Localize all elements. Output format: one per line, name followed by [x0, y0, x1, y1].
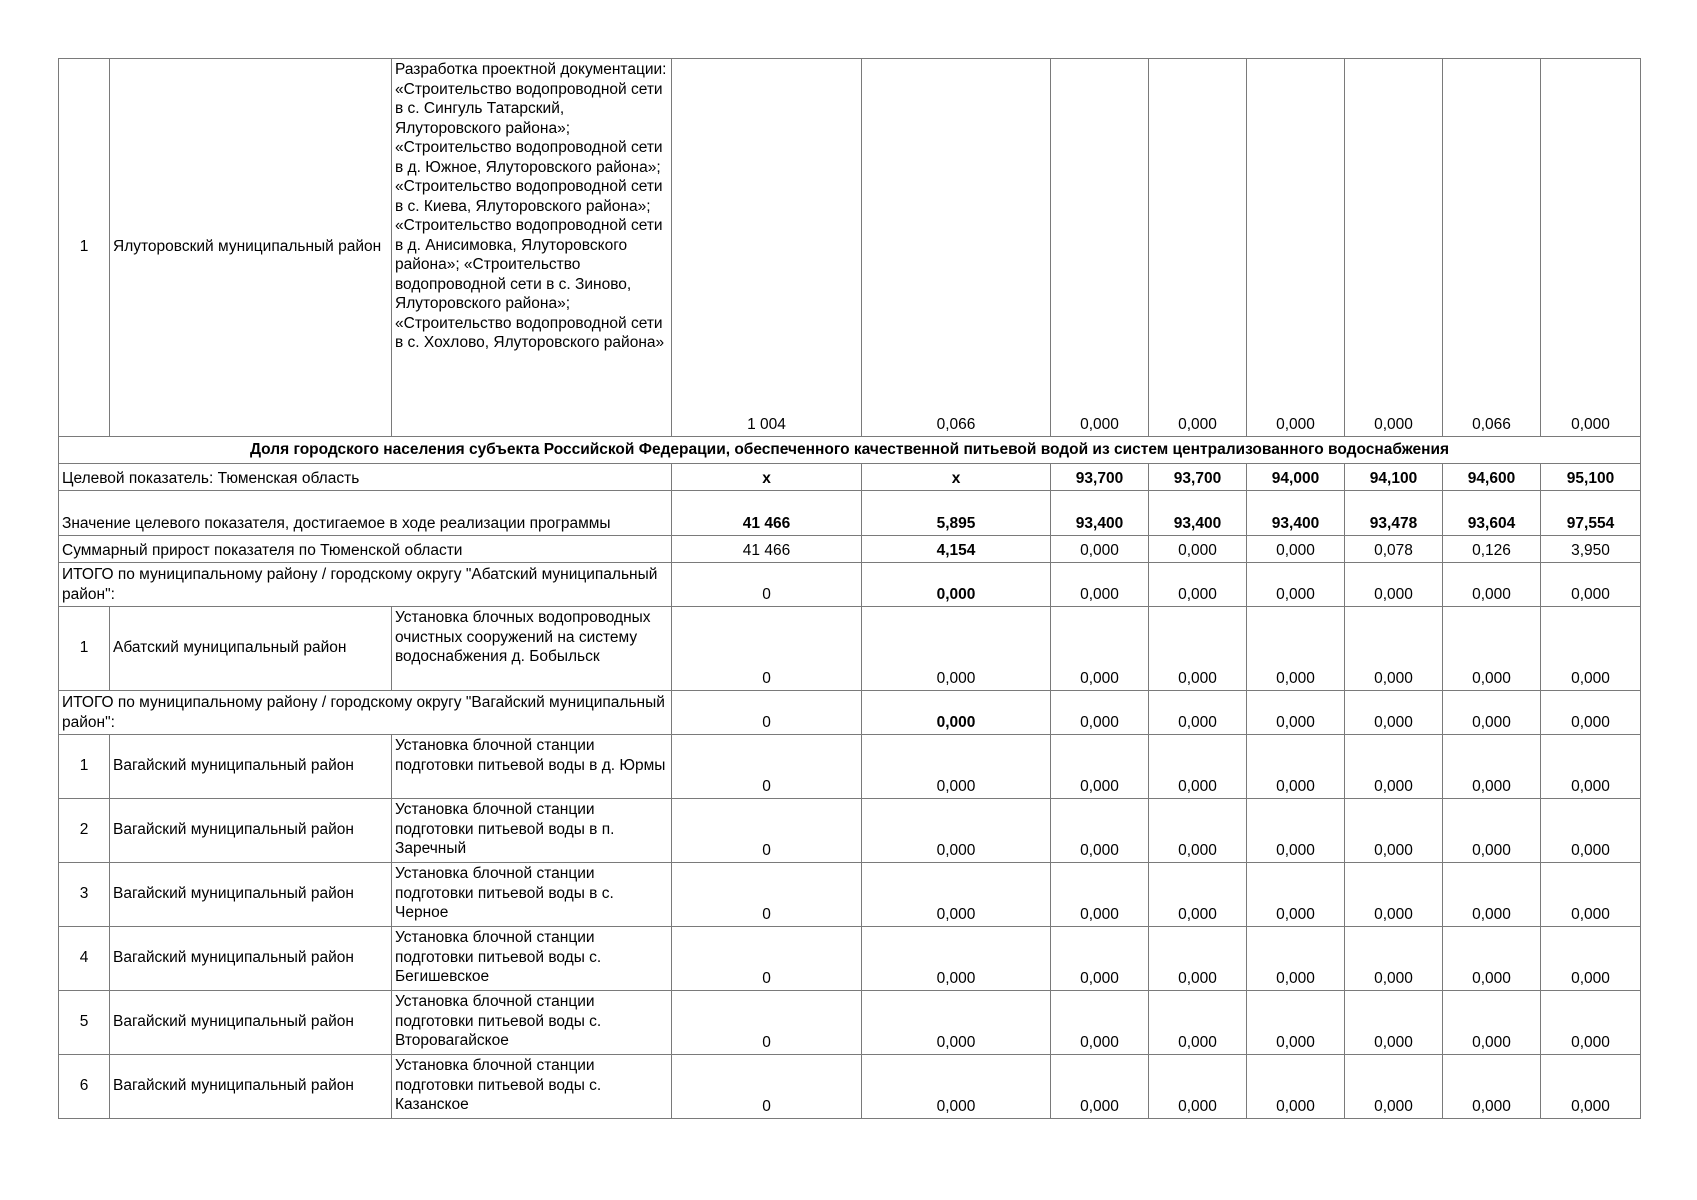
value-cell: 0,000	[1345, 927, 1443, 991]
value-cell: х	[862, 464, 1051, 491]
value-cell: 94,600	[1443, 464, 1541, 491]
value-cell: 0,000	[1443, 927, 1541, 991]
value-cell: 0,000	[862, 691, 1051, 735]
value-cell: 0,000	[862, 863, 1051, 927]
value-cell: 0	[672, 691, 862, 735]
value-cell: 0,000	[1345, 799, 1443, 863]
value-cell: 0,000	[1345, 59, 1443, 437]
value-cell: 0,000	[1345, 607, 1443, 691]
total-row-abatsky	[59, 563, 1641, 607]
total-row-vagaysky	[59, 691, 1641, 735]
value-cell: 0,000	[862, 735, 1051, 799]
value-cell: 0,000	[1541, 1055, 1641, 1119]
value-cell: 0,000	[1051, 991, 1149, 1055]
value-cell: 93,400	[1051, 491, 1149, 536]
target-indicator-label: Целевой показатель: Тюменская область	[59, 464, 672, 491]
municipality-name: Вагайский муниципальный район	[110, 1055, 392, 1119]
row-number: 1	[59, 59, 110, 437]
value-cell: 93,604	[1443, 491, 1541, 536]
value-cell: 0,000	[1247, 691, 1345, 735]
value-cell: 0,000	[1051, 563, 1149, 607]
value-cell: 0,000	[1149, 536, 1247, 563]
value-cell: 0,000	[1149, 799, 1247, 863]
value-cell: 0,000	[862, 799, 1051, 863]
value-cell: 4,154	[862, 536, 1051, 563]
value-cell: 0,000	[1541, 863, 1641, 927]
achieved-value-label: Значение целевого показателя, достигаемое в ходе реализации программы	[59, 491, 672, 536]
value-cell: 41 466	[672, 536, 862, 563]
row-number: 2	[59, 799, 110, 863]
project-description: Разработка проектной документации: «Строительство водопроводной сети в с. Сингуль Татарский, Ялуторовского района»; «Строительство водопроводной сети в д. Южное, Ялуторовского района»; «Строительство водопроводной сети в с. Киева, Ялуторовского района»; «Строительство водопроводной сети в д. Анисимовка, Ялуторовского района»; «Строительство водопроводной сети в с. Зиново, Ялуторовского района»; «Строительство водопроводной сети в с. Хохлово, Ялуторовского района»	[392, 59, 672, 437]
value-cell: 0,000	[1051, 1055, 1149, 1119]
table-row	[59, 991, 1641, 1055]
row-number: 3	[59, 863, 110, 927]
municipality-name: Абатский муниципальный район	[110, 607, 392, 691]
table-row	[59, 607, 1641, 691]
value-cell: 0,000	[1345, 863, 1443, 927]
municipality-name: Вагайский муниципальный район	[110, 927, 392, 991]
value-cell: 1 004	[672, 59, 862, 437]
value-cell: 0,000	[1149, 735, 1247, 799]
value-cell: 0,000	[1541, 607, 1641, 691]
value-cell: 0,000	[1247, 607, 1345, 691]
value-cell: 0,000	[1345, 991, 1443, 1055]
value-cell: 0,000	[1051, 863, 1149, 927]
row-number: 6	[59, 1055, 110, 1119]
value-cell: 0	[672, 1055, 862, 1119]
value-cell: 0	[672, 799, 862, 863]
achieved-value-row	[59, 491, 1641, 536]
value-cell: 0,000	[1149, 691, 1247, 735]
row-number: 5	[59, 991, 110, 1055]
project-description: Установка блочной станции подготовки питьевой воды в д. Юрмы	[392, 735, 672, 799]
value-cell: 0,000	[1247, 863, 1345, 927]
project-description: Установка блочной станции подготовки питьевой воды с. Казанское	[392, 1055, 672, 1119]
value-cell: 0,000	[1247, 927, 1345, 991]
value-cell: 0,000	[1247, 735, 1345, 799]
value-cell: 0,000	[1051, 536, 1149, 563]
value-cell: 0,066	[1443, 59, 1541, 437]
row-number: 4	[59, 927, 110, 991]
row-number: 1	[59, 735, 110, 799]
value-cell: 0,000	[1149, 927, 1247, 991]
value-cell: 0	[672, 927, 862, 991]
value-cell: 0,000	[1247, 1055, 1345, 1119]
value-cell: 41 466	[672, 491, 862, 536]
value-cell: 0,000	[1443, 991, 1541, 1055]
program-indicator-table	[58, 58, 1641, 1119]
value-cell: 0,000	[1541, 735, 1641, 799]
value-cell: 0,000	[1541, 563, 1641, 607]
value-cell: 0,000	[862, 563, 1051, 607]
value-cell: 0,000	[1443, 563, 1541, 607]
value-cell: 0,000	[1345, 563, 1443, 607]
value-cell: 0,000	[1247, 59, 1345, 437]
value-cell: 0,000	[1541, 59, 1641, 437]
value-cell: 0,000	[1443, 691, 1541, 735]
value-cell: 0,066	[862, 59, 1051, 437]
value-cell: 0,000	[1051, 799, 1149, 863]
value-cell: х	[672, 464, 862, 491]
project-description: Установка блочной станции подготовки питьевой воды в с. Черное	[392, 863, 672, 927]
value-cell: 0,000	[1541, 991, 1641, 1055]
municipality-name: Вагайский муниципальный район	[110, 863, 392, 927]
table-row	[59, 863, 1641, 927]
value-cell: 0,078	[1345, 536, 1443, 563]
value-cell: 0,000	[1541, 799, 1641, 863]
municipality-name: Вагайский муниципальный район	[110, 991, 392, 1055]
value-cell: 93,700	[1149, 464, 1247, 491]
value-cell: 0	[672, 863, 862, 927]
value-cell: 0,000	[1149, 607, 1247, 691]
value-cell: 0,000	[1247, 563, 1345, 607]
value-cell: 0,000	[1051, 691, 1149, 735]
value-cell: 94,100	[1345, 464, 1443, 491]
value-cell: 93,478	[1345, 491, 1443, 536]
value-cell: 3,950	[1541, 536, 1641, 563]
value-cell: 0,000	[1345, 691, 1443, 735]
value-cell: 5,895	[862, 491, 1051, 536]
value-cell: 93,400	[1247, 491, 1345, 536]
value-cell: 0	[672, 991, 862, 1055]
table-row	[59, 735, 1641, 799]
value-cell: 0,000	[1345, 1055, 1443, 1119]
total-label: ИТОГО по муниципальному району / городскому округу "Вагайский муниципальный район":	[59, 691, 672, 735]
value-cell: 0,000	[1443, 863, 1541, 927]
value-cell: 0,000	[1443, 799, 1541, 863]
value-cell: 93,400	[1149, 491, 1247, 536]
value-cell: 0,000	[1149, 563, 1247, 607]
target-indicator-row	[59, 464, 1641, 491]
value-cell: 0,000	[1247, 991, 1345, 1055]
value-cell: 0,000	[862, 927, 1051, 991]
value-cell: 0,000	[1443, 607, 1541, 691]
value-cell: 0,000	[1443, 1055, 1541, 1119]
section-title: Доля городского населения субъекта Российской Федерации, обеспеченного качественной питьевой водой из систем централизованного водоснабжения	[59, 437, 1641, 464]
municipality-name: Вагайский муниципальный район	[110, 735, 392, 799]
total-growth-label: Суммарный прирост показателя по Тюменской области	[59, 536, 672, 563]
value-cell: 0,000	[1051, 607, 1149, 691]
table-row	[59, 799, 1641, 863]
row-number: 1	[59, 607, 110, 691]
value-cell: 0,000	[1541, 691, 1641, 735]
value-cell: 0	[672, 607, 862, 691]
table-row	[59, 927, 1641, 991]
municipality-name: Ялуторовский муниципальный район	[110, 59, 392, 437]
value-cell: 0,000	[1149, 59, 1247, 437]
section-header-row	[59, 437, 1641, 464]
value-cell: 0	[672, 735, 862, 799]
value-cell: 0,000	[1443, 735, 1541, 799]
project-description: Установка блочной станции подготовки питьевой воды в п. Заречный	[392, 799, 672, 863]
value-cell: 0,126	[1443, 536, 1541, 563]
value-cell: 0,000	[862, 991, 1051, 1055]
value-cell: 94,000	[1247, 464, 1345, 491]
project-description: Установка блочной станции подготовки питьевой воды с. Бегишевское	[392, 927, 672, 991]
municipality-name: Вагайский муниципальный район	[110, 799, 392, 863]
value-cell: 0,000	[1541, 927, 1641, 991]
value-cell: 0,000	[862, 1055, 1051, 1119]
value-cell: 0,000	[1247, 536, 1345, 563]
value-cell: 0,000	[1051, 735, 1149, 799]
value-cell: 0,000	[1149, 991, 1247, 1055]
value-cell: 0,000	[1345, 735, 1443, 799]
value-cell: 0,000	[862, 607, 1051, 691]
table-row	[59, 1055, 1641, 1119]
value-cell: 97,554	[1541, 491, 1641, 536]
value-cell: 0,000	[1051, 59, 1149, 437]
value-cell: 0,000	[1149, 863, 1247, 927]
value-cell: 93,700	[1051, 464, 1149, 491]
value-cell: 0	[672, 563, 862, 607]
total-growth-row	[59, 536, 1641, 563]
value-cell: 0,000	[1149, 1055, 1247, 1119]
value-cell: 0,000	[1247, 799, 1345, 863]
table-row-yalutorovsky	[59, 59, 1641, 437]
value-cell: 95,100	[1541, 464, 1641, 491]
total-label: ИТОГО по муниципальному району / городскому округу "Абатский муниципальный район":	[59, 563, 672, 607]
value-cell: 0,000	[1051, 927, 1149, 991]
project-description: Установка блочных водопроводных очистных сооружений на систему водоснабжения д. Бобыльск	[392, 607, 672, 691]
project-description: Установка блочной станции подготовки питьевой воды с. Второвагайское	[392, 991, 672, 1055]
